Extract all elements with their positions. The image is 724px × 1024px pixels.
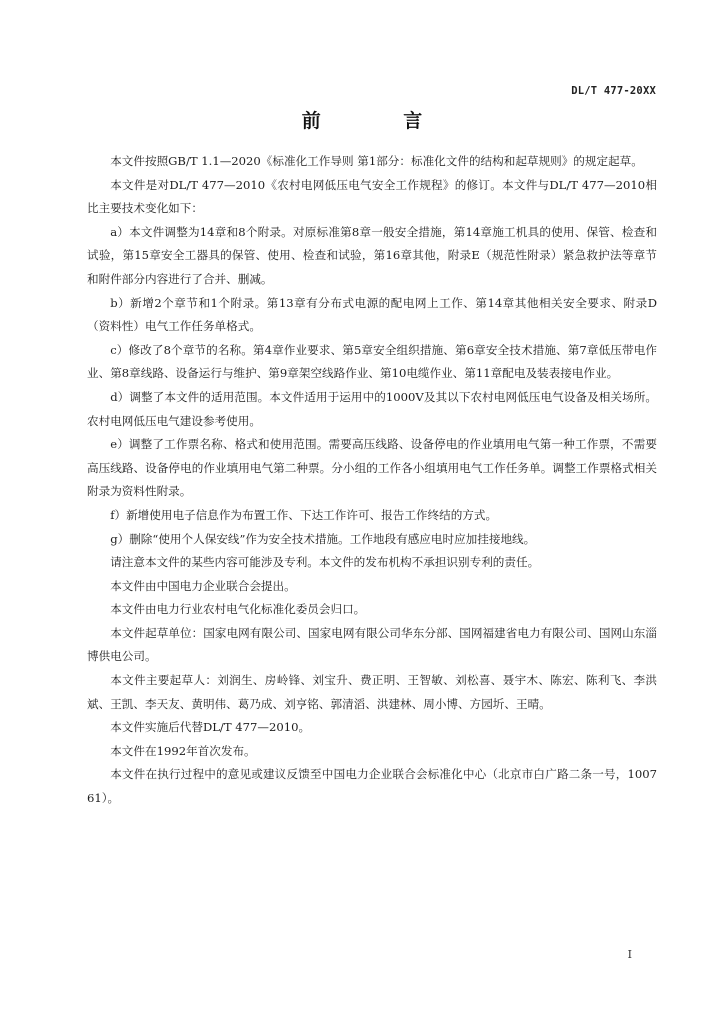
list-item-f: f）新增使用电子信息作为布置工作、下达工作许可、报告工作终结的方式。: [110, 507, 498, 522]
paragraph-patent-notice: 请注意本文件的某些内容可能涉及专利。本文件的发布机构不承担识别专利的责任。: [110, 555, 540, 570]
standard-code: DL/T 477-20XX: [571, 85, 656, 97]
list-item-g: g）删除“使用个人保安线”作为安全技术措施。工作地段有感应电时应加挂接地线。: [110, 531, 536, 546]
list-item-d: d）调整了本文件的适用范围。本文件适用于运用中的1000V及其以下农村电网低压电气设备及相关场所。农村电网低压电气建设参考使用。: [87, 389, 657, 428]
paragraph-revision-intro: 本文件是对DL/T 477—2010《农村电网低压电气安全工作规程》的修订。本文件与DL/T 477—2010相比主要技术变化如下：: [87, 177, 657, 216]
paragraph-feedback: 本文件在执行过程中的意见或建议反馈至中国电力企业联合会标准化中心（北京市白广路二条一号，100761）。: [87, 767, 657, 806]
foreword-body: [87, 150, 657, 811]
list-item-c: c）修改了8个章节的名称。第4章作业要求、第5章安全组织措施、第6章安全技术措施、第7章低压带电作业、第8章线路、设备运行与维护、第9章架空线路作业、第10电缆作业、第11章配电及装表接电作业。: [87, 342, 657, 381]
paragraph-drafting-units: 本文件起草单位：国家电网有限公司、国家电网有限公司华东分部、国网福建省电力有限公司、国网山东淄博供电公司。: [87, 625, 657, 664]
paragraph-drafters: 本文件主要起草人：刘润生、房岭锋、刘宝升、费正明、王智敏、刘松喜、聂宇木、陈宏、陈利飞、李洪斌、王凯、李天友、黄明伟、葛乃成、刘亨铭、郭清滔、洪建林、周小博、方园圻、王晴。: [87, 673, 657, 711]
paragraph-proposer: 本文件由中国电力企业联合会提出。: [110, 578, 296, 593]
list-item-a: a）本文件调整为14章和8个附录。对原标准第8章一般安全措施，第14章施工机具的使用、保管、检查和试验，第15章安全工器具的保管、使用、检查和试验，第16章其他，附录E（规范性附录）紧急救护法等章节和附件部分内容进行了合并、删减。: [87, 224, 657, 286]
list-item-e: e）调整了工作票名称、格式和使用范围。需要高压线路、设备停电的作业填用电气第一种工作票，不需要高压线路、设备停电的作业填用电气第二种票。分小组的工作各小组填用电气工作任务单。调整工作票格式相关附录为资料性附录。: [87, 437, 657, 499]
page-title: 前 言: [301, 110, 461, 132]
paragraph-first-published: 本文件在1992年首次发布。: [110, 743, 256, 758]
paragraph-drafting-basis: 本文件按照GB/T 1.1—2020《标准化工作导则 第1部分：标准化文件的结构和起草规则》的规定起草。: [110, 154, 643, 168]
page-number: I: [627, 948, 632, 961]
list-item-b: b）新增2个章节和1个附录。第13章有分布式电源的配电网上工作、第14章其他相关安全要求、附录D（资料性）电气工作任务单格式。: [87, 295, 657, 334]
paragraph-committee: 本文件由电力行业农村电气化标准化委员会归口。: [110, 602, 366, 617]
paragraph-replaces: 本文件实施后代替DL/T 477—2010。: [110, 720, 311, 735]
